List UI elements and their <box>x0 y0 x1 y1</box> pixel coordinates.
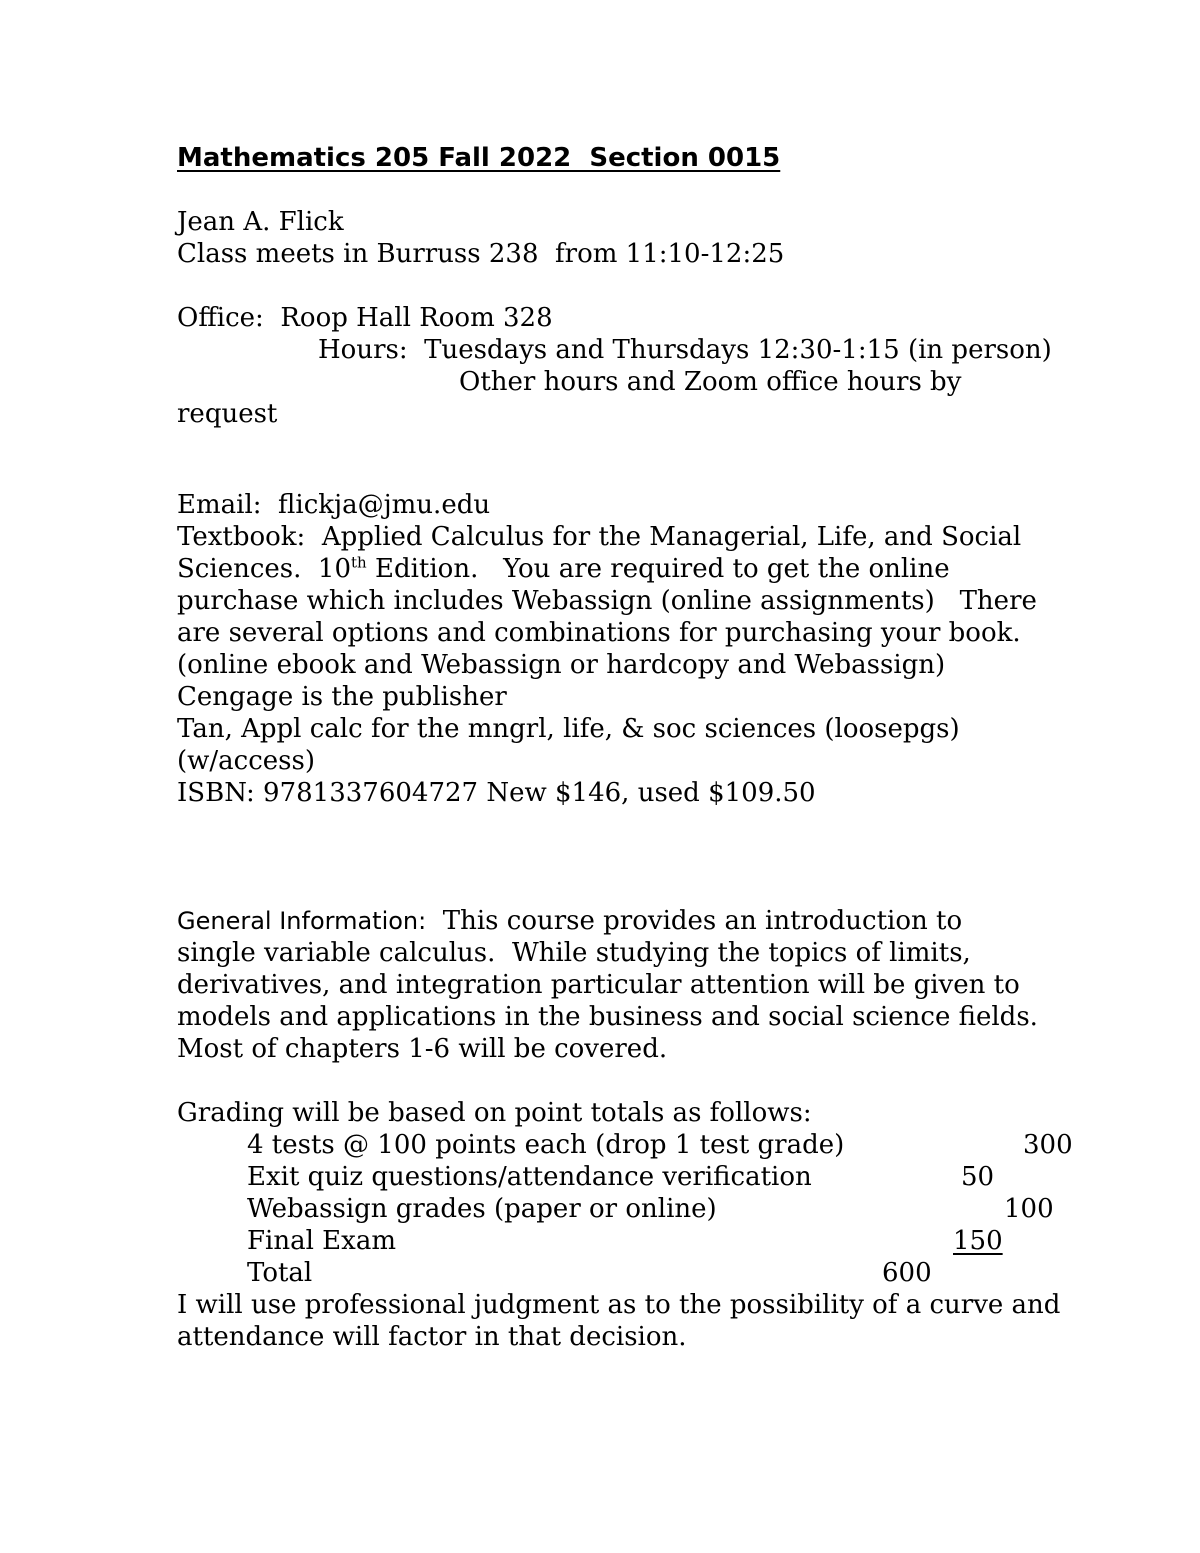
other-hours-line1: Other hours and Zoom office hours by <box>459 367 962 397</box>
textbook-line5: (online ebook and Webassign or hardcopy and Webassign) <box>177 650 946 680</box>
textbook-line8: (w/access) <box>177 746 315 776</box>
isbn-line: ISBN: 9781337604727 New $146, used $109.50 <box>177 778 816 808</box>
grading-note-line2: attendance will factor in that decision. <box>177 1322 687 1352</box>
textbook-line2-post: Edition. You are required to get the online <box>366 554 950 584</box>
general-info-text1: This course provides an introduction to <box>426 906 963 936</box>
grading-item-points: 150 <box>953 1226 1003 1256</box>
other-hours-line2: request <box>177 399 278 429</box>
grading-item-points: 50 <box>961 1162 995 1192</box>
grading-note-line1: I will use professional judgment as to the possibility of a curve and <box>177 1290 1061 1320</box>
general-info-label: General Information: <box>177 907 427 935</box>
grading-item-label: Exit quiz questions/attendance verification <box>247 1162 812 1192</box>
grading-total-label: Total <box>247 1258 313 1288</box>
textbook-line3: purchase which includes Webassign (online assignments) There <box>177 586 1037 616</box>
grading-item-points: 300 <box>1023 1130 1073 1160</box>
general-info-line3: derivatives, and integration particular attention will be given to <box>177 970 1020 1000</box>
email: Email: flickja@jmu.edu <box>177 490 491 520</box>
textbook-line1: Textbook: Applied Calculus for the Managerial, Life, and Social <box>177 522 1022 552</box>
class-meets: Class meets in Burruss 238 from 11:10-12:25 <box>177 239 785 269</box>
page-title: Mathematics 205 Fall 2022 Section 0015 <box>177 143 781 173</box>
grading-item-points: 100 <box>1004 1194 1054 1224</box>
textbook-line7: Tan, Appl calc for the mngrl, life, & soc sciences (loosepgs) <box>177 714 960 744</box>
grading-total-points: 600 <box>882 1258 932 1288</box>
textbook-line2-pre: Sciences. 10 <box>177 554 351 584</box>
textbook-line6: Cengage is the publisher <box>177 682 507 712</box>
general-info-line4: models and applications in the business and social science fields. <box>177 1002 1038 1032</box>
instructor-name: Jean A. Flick <box>177 207 344 237</box>
textbook-line2 <box>177 553 950 585</box>
edition-superscript: th <box>351 553 367 572</box>
grading-item-label: Final Exam <box>247 1226 396 1256</box>
grading-item-label: 4 tests @ 100 points each (drop 1 test grade) <box>247 1130 845 1160</box>
general-info-line1 <box>177 905 962 937</box>
textbook-line4: are several options and combinations for purchasing your book. <box>177 618 1021 648</box>
grading-intro: Grading will be based on point totals as follows: <box>177 1098 812 1128</box>
office-location: Office: Roop Hall Room 328 <box>177 303 553 333</box>
general-info-line2: single variable calculus. While studying the topics of limits, <box>177 938 971 968</box>
general-info-line5: Most of chapters 1-6 will be covered. <box>177 1034 668 1064</box>
grading-item-label: Webassign grades (paper or online) <box>247 1194 717 1224</box>
office-hours: Hours: Tuesdays and Thursdays 12:30-1:15 (in person) <box>318 335 1052 365</box>
